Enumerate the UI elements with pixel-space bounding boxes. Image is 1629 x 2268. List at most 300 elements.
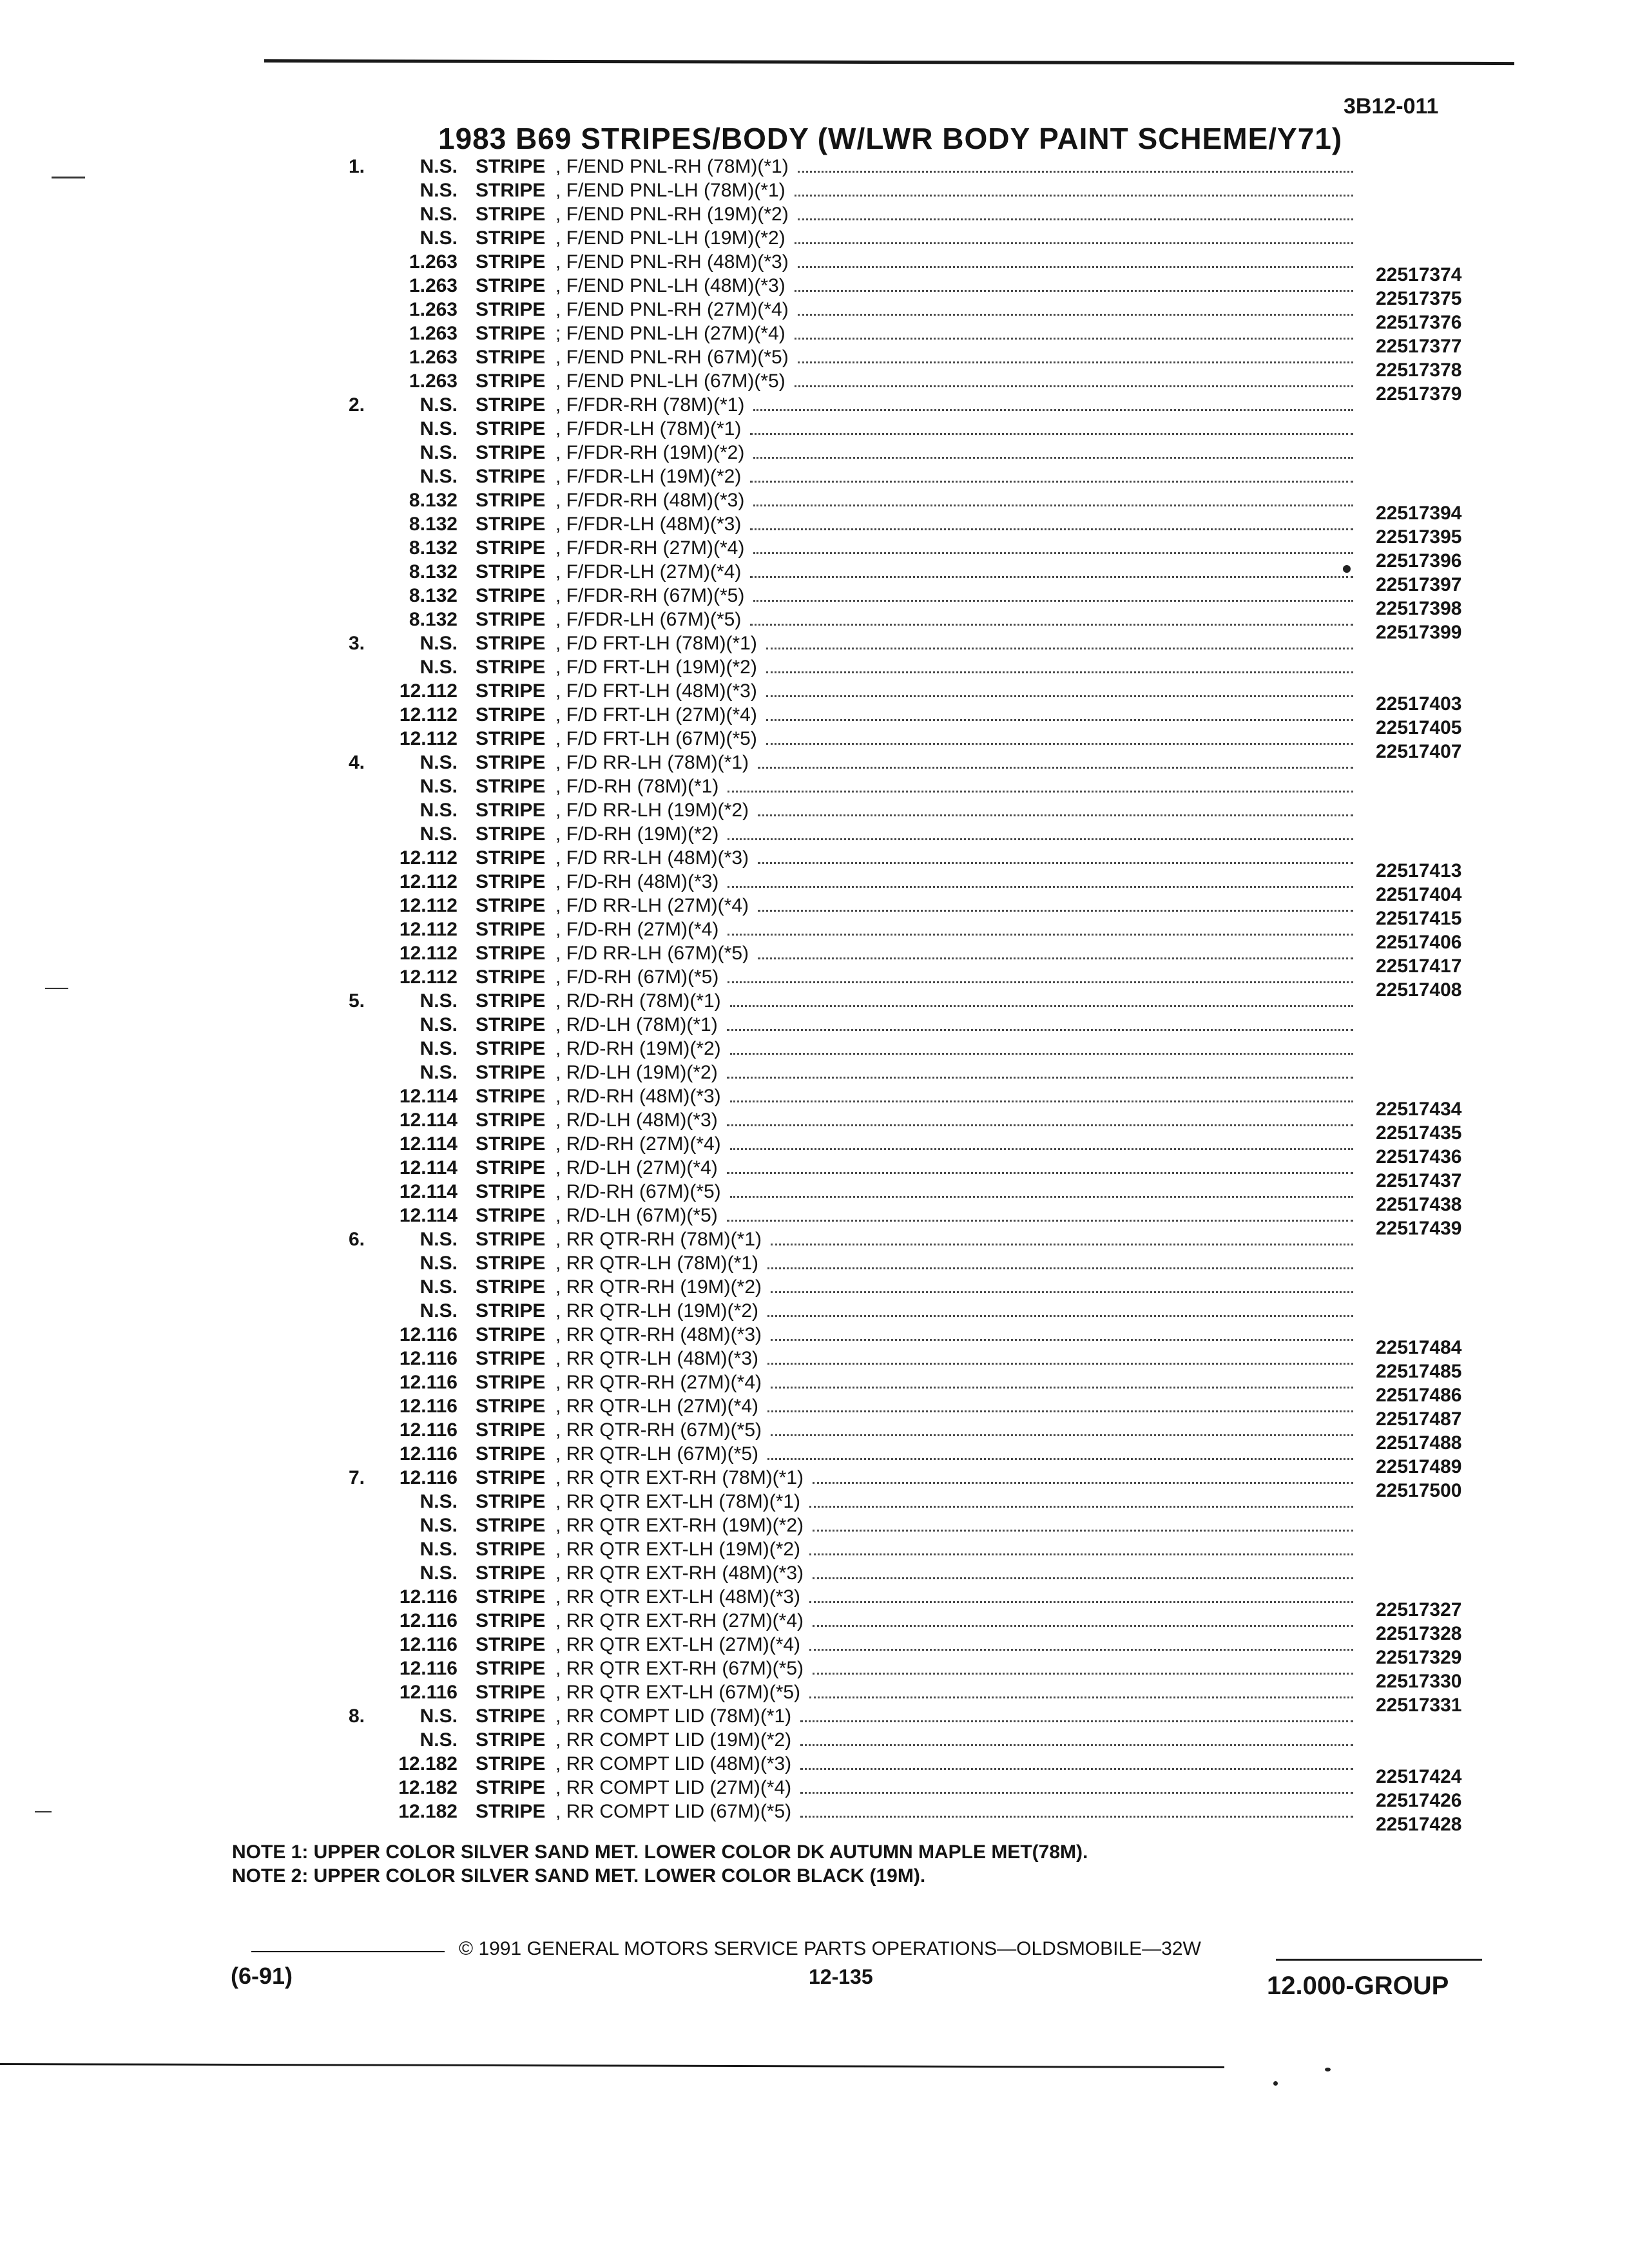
- part-description: , RR QTR EXT-LH (19M)(*2): [555, 1539, 801, 1560]
- part-description: , F/D RR-LH (19M)(*2): [555, 800, 749, 821]
- part-number: 22517413: [1376, 860, 1462, 881]
- dot-leader: [750, 465, 1353, 488]
- part-description: , R/D-LH (67M)(*5): [555, 1205, 718, 1226]
- part-name: STRIPE: [476, 1205, 546, 1226]
- part-name: STRIPE: [476, 418, 546, 439]
- quantity-value: N.S.: [419, 990, 458, 1012]
- quantity-value: 1.263: [409, 299, 458, 320]
- table-row: [0, 584, 1629, 619]
- quantity-value: N.S.: [419, 800, 458, 821]
- part-name: STRIPE: [476, 1562, 546, 1584]
- dot-leader: [730, 1037, 1353, 1061]
- part-description: , F/FDR-RH (19M)(*2): [555, 442, 745, 463]
- part-description: , RR QTR EXT-RH (27M)(*4): [555, 1610, 804, 1631]
- part-name: STRIPE: [476, 633, 546, 654]
- part-description: , RR QTR-RH (78M)(*1): [555, 1229, 762, 1250]
- part-name: STRIPE: [476, 1324, 546, 1345]
- quantity-value: 12.182: [398, 1777, 458, 1798]
- part-description: , RR COMPT LID (67M)(*5): [555, 1801, 792, 1822]
- part-name: STRIPE: [476, 1706, 546, 1727]
- part-name: STRIPE: [476, 1658, 546, 1679]
- quantity-value: 12.112: [399, 680, 458, 702]
- part-name: STRIPE: [476, 227, 546, 249]
- quantity-value: 1.263: [409, 275, 458, 296]
- dot-leader: [758, 941, 1353, 965]
- part-description: , F/FDR-LH (19M)(*2): [555, 466, 742, 487]
- part-name: STRIPE: [476, 1014, 546, 1035]
- dot-leader: [753, 584, 1353, 608]
- dot-leader: [753, 393, 1353, 417]
- part-name: STRIPE: [476, 370, 546, 392]
- quantity-value: 12.112: [399, 728, 458, 749]
- quantity-value: 12.116: [399, 1348, 458, 1369]
- part-number: 22517484: [1376, 1337, 1462, 1358]
- table-row: [0, 1370, 1629, 1406]
- part-description: , R/D-RH (67M)(*5): [555, 1181, 721, 1202]
- part-description: ; F/END PNL-LH (27M)(*4): [555, 323, 786, 344]
- table-row: [0, 1227, 1629, 1251]
- quantity-value: 1.263: [409, 370, 458, 392]
- part-description: , F/D FRT-LH (78M)(*1): [555, 633, 757, 654]
- table-row: [0, 989, 1629, 1013]
- table-row: [0, 1061, 1629, 1084]
- dot-leader: [809, 1680, 1353, 1704]
- dot-leader: [766, 679, 1353, 703]
- dot-leader: [750, 512, 1353, 536]
- quantity-value: 12.116: [399, 1396, 458, 1417]
- part-number: 22517396: [1376, 550, 1462, 572]
- table-row: [0, 1704, 1629, 1728]
- table-row: [0, 1609, 1629, 1644]
- part-name: STRIPE: [476, 561, 546, 582]
- part-number: 22517485: [1376, 1361, 1462, 1382]
- quantity-value: 12.114: [399, 1110, 458, 1131]
- part-description: , RR QTR-RH (27M)(*4): [555, 1372, 762, 1393]
- part-name: STRIPE: [476, 275, 546, 296]
- quantity-value: N.S.: [419, 418, 458, 439]
- dot-leader: [750, 608, 1353, 631]
- part-name: STRIPE: [476, 537, 546, 559]
- part-description: , F/FDR-LH (78M)(*1): [555, 418, 742, 439]
- dot-leader: [809, 1490, 1353, 1514]
- dot-leader: [766, 703, 1353, 727]
- part-number: 22517405: [1376, 717, 1462, 738]
- quantity-value: N.S.: [419, 1539, 458, 1560]
- dot-leader: [730, 1084, 1353, 1108]
- quantity-value: 8.132: [409, 561, 458, 582]
- part-name: STRIPE: [476, 1539, 546, 1560]
- quantity-value: 12.112: [399, 919, 458, 940]
- part-description: , F/END PNL-RH (19M)(*2): [555, 204, 789, 225]
- part-name: STRIPE: [476, 1038, 546, 1059]
- table-row: [0, 465, 1629, 488]
- dot-leader: [771, 1370, 1353, 1394]
- bottom-rule: [0, 2063, 1224, 2068]
- quantity-value: 12.112: [399, 704, 458, 726]
- table-row: [0, 774, 1629, 798]
- table-row: [0, 870, 1629, 905]
- dot-leader: [728, 822, 1353, 846]
- dot-leader: [809, 1585, 1353, 1609]
- dot-leader: [813, 1609, 1353, 1633]
- part-number: 22517415: [1376, 908, 1462, 929]
- part-description: , F/FDR-LH (27M)(*4): [555, 561, 742, 582]
- dot-leader: [813, 1657, 1353, 1680]
- part-description: , RR QTR-LH (78M)(*1): [555, 1253, 759, 1274]
- part-number: 22517488: [1376, 1432, 1462, 1454]
- part-description: , RR COMPT LID (19M)(*2): [555, 1729, 792, 1751]
- group-label: 12.000-GROUP: [1267, 1972, 1449, 2000]
- part-name: STRIPE: [476, 1753, 546, 1774]
- table-row: [0, 703, 1629, 738]
- quantity-value: 12.182: [398, 1753, 458, 1774]
- table-row: [0, 250, 1629, 285]
- dot-leader: [727, 1061, 1353, 1084]
- quantity-value: 12.112: [399, 847, 458, 869]
- quantity-value: N.S.: [419, 156, 458, 177]
- part-number: 22517398: [1376, 598, 1462, 619]
- dot-leader: [758, 894, 1353, 918]
- dot-leader: [813, 1514, 1353, 1537]
- table-row: [0, 1752, 1629, 1787]
- dot-leader: [753, 536, 1353, 560]
- item-number: 7.: [348, 1467, 365, 1488]
- quantity-value: N.S.: [419, 657, 458, 678]
- table-row: [0, 655, 1629, 679]
- table-row: [0, 178, 1629, 202]
- part-number: 22517486: [1376, 1385, 1462, 1406]
- item-number: 4.: [348, 752, 365, 773]
- dot-leader: [727, 1108, 1353, 1132]
- quantity-value: 12.116: [399, 1610, 458, 1631]
- part-number: 22517379: [1376, 383, 1462, 405]
- quantity-value: N.S.: [419, 776, 458, 797]
- quantity-value: 12.114: [399, 1181, 458, 1202]
- dot-leader: [795, 226, 1353, 250]
- part-description: , F/D-RH (48M)(*3): [555, 871, 719, 892]
- part-name: STRIPE: [476, 1276, 546, 1298]
- quantity-value: 12.116: [399, 1634, 458, 1655]
- dot-leader: [758, 751, 1353, 774]
- part-number: 22517376: [1376, 312, 1462, 333]
- quantity-value: 8.132: [409, 490, 458, 511]
- table-row: [0, 1347, 1629, 1382]
- page-id: 3B12-011: [1344, 94, 1439, 119]
- table-row: [0, 1561, 1629, 1585]
- part-description: , RR COMPT LID (78M)(*1): [555, 1706, 792, 1727]
- part-description: , F/END PNL-LH (67M)(*5): [555, 370, 786, 392]
- part-name: STRIPE: [476, 490, 546, 511]
- part-name: STRIPE: [476, 776, 546, 797]
- quantity-value: N.S.: [419, 752, 458, 773]
- table-row: [0, 1490, 1629, 1514]
- dot-leader: [767, 1347, 1353, 1370]
- quantity-value: N.S.: [419, 1229, 458, 1250]
- dot-leader: [771, 1418, 1353, 1442]
- part-number: 22517435: [1376, 1122, 1462, 1144]
- dot-leader: [767, 1394, 1353, 1418]
- part-name: STRIPE: [476, 1253, 546, 1274]
- scan-speck: [1343, 565, 1351, 573]
- part-name: STRIPE: [476, 1586, 546, 1608]
- part-name: STRIPE: [476, 251, 546, 273]
- table-row: [0, 1180, 1629, 1215]
- table-row: [0, 1728, 1629, 1752]
- quantity-value: N.S.: [419, 1253, 458, 1274]
- part-number: 22517434: [1376, 1099, 1462, 1120]
- dot-leader: [730, 989, 1353, 1013]
- part-description: , F/D FRT-LH (48M)(*3): [555, 680, 757, 702]
- part-description: , RR QTR EXT-LH (27M)(*4): [555, 1634, 801, 1655]
- quantity-value: 12.182: [398, 1801, 458, 1822]
- dot-leader: [727, 1156, 1353, 1180]
- quantity-value: N.S.: [419, 227, 458, 249]
- part-number: 22517406: [1376, 932, 1462, 953]
- part-number: 22517489: [1376, 1456, 1462, 1477]
- table-row: [0, 1299, 1629, 1323]
- table-row: [0, 727, 1629, 762]
- quantity-value: 12.116: [399, 1682, 458, 1703]
- part-number: 22517436: [1376, 1146, 1462, 1168]
- quantity-value: N.S.: [419, 1729, 458, 1751]
- part-name: STRIPE: [476, 1682, 546, 1703]
- page-number: 12-135: [809, 1965, 873, 1988]
- quantity-value: 12.116: [399, 1372, 458, 1393]
- table-row: [0, 155, 1629, 178]
- part-description: , F/END PNL-RH (27M)(*4): [555, 299, 789, 320]
- dot-leader: [750, 417, 1353, 441]
- table-row: [0, 1251, 1629, 1275]
- table-row: [0, 226, 1629, 250]
- dot-leader: [753, 441, 1353, 465]
- part-name: STRIPE: [476, 1396, 546, 1417]
- part-number: 22517408: [1376, 979, 1462, 1001]
- part-number: 22517407: [1376, 741, 1462, 762]
- part-description: , RR QTR EXT-LH (67M)(*5): [555, 1682, 801, 1703]
- dot-leader: [766, 631, 1353, 655]
- quantity-value: 12.116: [399, 1467, 458, 1488]
- part-name: STRIPE: [476, 752, 546, 773]
- part-name: STRIPE: [476, 1443, 546, 1465]
- part-description: , F/END PNL-RH (48M)(*3): [555, 251, 789, 273]
- dot-leader: [771, 1323, 1353, 1347]
- table-row: [0, 1514, 1629, 1537]
- part-name: STRIPE: [476, 1801, 546, 1822]
- table-row: [0, 1204, 1629, 1239]
- table-row: [0, 1442, 1629, 1477]
- dot-leader: [800, 1776, 1353, 1800]
- part-name: STRIPE: [476, 728, 546, 749]
- part-name: STRIPE: [476, 299, 546, 320]
- table-row: [0, 608, 1629, 643]
- table-row: [0, 1680, 1629, 1716]
- part-name: STRIPE: [476, 1419, 546, 1441]
- part-name: STRIPE: [476, 919, 546, 940]
- dot-leader: [795, 274, 1353, 298]
- part-name: STRIPE: [476, 1491, 546, 1512]
- part-number: 22517403: [1376, 693, 1462, 715]
- part-number: 22517424: [1376, 1766, 1462, 1787]
- note-1: NOTE 1: UPPER COLOR SILVER SAND MET. LOWER COLOR DK AUTUMN MAPLE MET(78M).: [232, 1841, 1088, 1863]
- part-name: STRIPE: [476, 1515, 546, 1536]
- part-name: STRIPE: [476, 680, 546, 702]
- dot-leader: [771, 1227, 1353, 1251]
- quantity-value: N.S.: [419, 204, 458, 225]
- part-description: , R/D-LH (48M)(*3): [555, 1110, 718, 1131]
- part-name: STRIPE: [476, 347, 546, 368]
- quantity-value: N.S.: [419, 823, 458, 845]
- part-number: 22517399: [1376, 622, 1462, 643]
- quantity-value: 12.112: [399, 966, 458, 988]
- dot-leader: [728, 918, 1353, 941]
- item-number: 3.: [348, 633, 365, 654]
- part-name: STRIPE: [476, 943, 546, 964]
- part-name: STRIPE: [476, 704, 546, 726]
- scan-mark: [45, 988, 68, 989]
- quantity-value: N.S.: [419, 394, 458, 416]
- copyright-text: © 1991 GENERAL MOTORS SERVICE PARTS OPERATIONS—OLDSMOBILE—32W: [459, 1938, 1201, 1959]
- part-number: 22517394: [1376, 503, 1462, 524]
- table-row: [0, 918, 1629, 953]
- dot-leader: [728, 965, 1353, 989]
- part-number: 22517437: [1376, 1170, 1462, 1191]
- dot-leader: [809, 1633, 1353, 1657]
- table-row: [0, 1323, 1629, 1358]
- dot-leader: [728, 774, 1353, 798]
- part-number: 22517417: [1376, 956, 1462, 977]
- dot-leader: [800, 1800, 1353, 1823]
- table-row: [0, 1275, 1629, 1299]
- part-number: 22517426: [1376, 1790, 1462, 1811]
- part-description: , F/END PNL-RH (67M)(*5): [555, 347, 789, 368]
- part-description: , R/D-RH (48M)(*3): [555, 1086, 721, 1107]
- quantity-value: N.S.: [419, 1276, 458, 1298]
- part-description: , F/D-RH (78M)(*1): [555, 776, 719, 797]
- part-number: 22517439: [1376, 1218, 1462, 1239]
- part-name: STRIPE: [476, 323, 546, 344]
- part-description: , F/D FRT-LH (67M)(*5): [555, 728, 757, 749]
- quantity-value: 8.132: [409, 537, 458, 559]
- part-description: , F/D FRT-LH (19M)(*2): [555, 657, 757, 678]
- part-name: STRIPE: [476, 847, 546, 869]
- dot-leader: [730, 1132, 1353, 1156]
- part-number: 22517328: [1376, 1623, 1462, 1644]
- part-name: STRIPE: [476, 514, 546, 535]
- part-description: , F/D-RH (19M)(*2): [555, 823, 719, 845]
- part-description: , R/D-RH (19M)(*2): [555, 1038, 721, 1059]
- table-row: [0, 1800, 1629, 1835]
- part-name: STRIPE: [476, 966, 546, 988]
- dot-leader: [767, 1251, 1353, 1275]
- part-description: , F/D FRT-LH (27M)(*4): [555, 704, 757, 726]
- part-description: , RR QTR-LH (19M)(*2): [555, 1300, 759, 1321]
- table-row: [0, 798, 1629, 822]
- table-row: [0, 417, 1629, 441]
- part-description: , F/D-RH (67M)(*5): [555, 966, 719, 988]
- part-name: STRIPE: [476, 394, 546, 416]
- dot-leader: [767, 1299, 1353, 1323]
- part-description: , F/FDR-LH (48M)(*3): [555, 514, 742, 535]
- part-description: , RR QTR EXT-RH (78M)(*1): [555, 1467, 804, 1488]
- quantity-value: 12.114: [399, 1086, 458, 1107]
- part-name: STRIPE: [476, 204, 546, 225]
- part-name: STRIPE: [476, 609, 546, 630]
- part-number: 22517487: [1376, 1408, 1462, 1430]
- quantity-value: 12.116: [399, 1324, 458, 1345]
- part-description: , RR QTR EXT-LH (48M)(*3): [555, 1586, 801, 1608]
- dot-leader: [795, 322, 1353, 345]
- part-name: STRIPE: [476, 1062, 546, 1083]
- part-description: , F/FDR-RH (48M)(*3): [555, 490, 745, 511]
- part-description: , F/FDR-RH (67M)(*5): [555, 585, 745, 606]
- dot-leader: [798, 155, 1353, 178]
- part-name: STRIPE: [476, 990, 546, 1012]
- part-description: , F/END PNL-RH (78M)(*1): [555, 156, 789, 177]
- dot-leader: [758, 846, 1353, 870]
- part-description: , RR QTR-RH (48M)(*3): [555, 1324, 762, 1345]
- table-row: [0, 202, 1629, 226]
- part-name: STRIPE: [476, 895, 546, 916]
- table-row: [0, 1084, 1629, 1120]
- part-description: , F/FDR-RH (78M)(*1): [555, 394, 745, 416]
- table-row: [0, 1466, 1629, 1501]
- part-description: , F/END PNL-LH (19M)(*2): [555, 227, 786, 249]
- quantity-value: N.S.: [419, 1491, 458, 1512]
- part-name: STRIPE: [476, 1348, 546, 1369]
- dot-leader: [727, 1013, 1353, 1037]
- dot-leader: [800, 1728, 1353, 1752]
- table-row: [0, 298, 1629, 333]
- table-row: [0, 488, 1629, 524]
- part-number: 22517378: [1376, 360, 1462, 381]
- part-name: STRIPE: [476, 180, 546, 201]
- part-description: , R/D-LH (27M)(*4): [555, 1157, 718, 1178]
- dot-leader: [727, 1204, 1353, 1227]
- dot-leader: [800, 1752, 1353, 1776]
- quantity-value: 12.116: [399, 1443, 458, 1465]
- page-title: 1983 B69 STRIPES/BODY (W/LWR BODY PAINT SCHEME/Y71): [438, 122, 1343, 155]
- dot-leader: [795, 178, 1353, 202]
- quantity-value: 12.116: [399, 1419, 458, 1441]
- part-description: , F/END PNL-LH (48M)(*3): [555, 275, 786, 296]
- part-number: 22517374: [1376, 264, 1462, 285]
- dot-leader: [758, 798, 1353, 822]
- part-description: , R/D-RH (27M)(*4): [555, 1133, 721, 1155]
- part-name: STRIPE: [476, 1372, 546, 1393]
- part-description: , F/FDR-RH (27M)(*4): [555, 537, 745, 559]
- quantity-value: 12.112: [399, 943, 458, 964]
- quantity-value: N.S.: [419, 466, 458, 487]
- quantity-value: 1.263: [409, 323, 458, 344]
- quantity-value: N.S.: [419, 1706, 458, 1727]
- table-row: [0, 846, 1629, 881]
- part-name: STRIPE: [476, 156, 546, 177]
- quantity-value: 12.114: [399, 1205, 458, 1226]
- quantity-value: N.S.: [419, 1014, 458, 1035]
- table-row: [0, 1037, 1629, 1061]
- scan-speck: [1273, 2081, 1278, 2086]
- item-number: 6.: [348, 1229, 365, 1250]
- part-name: STRIPE: [476, 823, 546, 845]
- part-description: , RR QTR EXT-RH (67M)(*5): [555, 1658, 804, 1679]
- part-number: 22517404: [1376, 884, 1462, 905]
- dot-leader: [813, 1466, 1353, 1490]
- quantity-value: 12.116: [399, 1658, 458, 1679]
- part-name: STRIPE: [476, 1110, 546, 1131]
- table-row: [0, 1537, 1629, 1561]
- part-number: 22517428: [1376, 1814, 1462, 1835]
- table-row: [0, 441, 1629, 465]
